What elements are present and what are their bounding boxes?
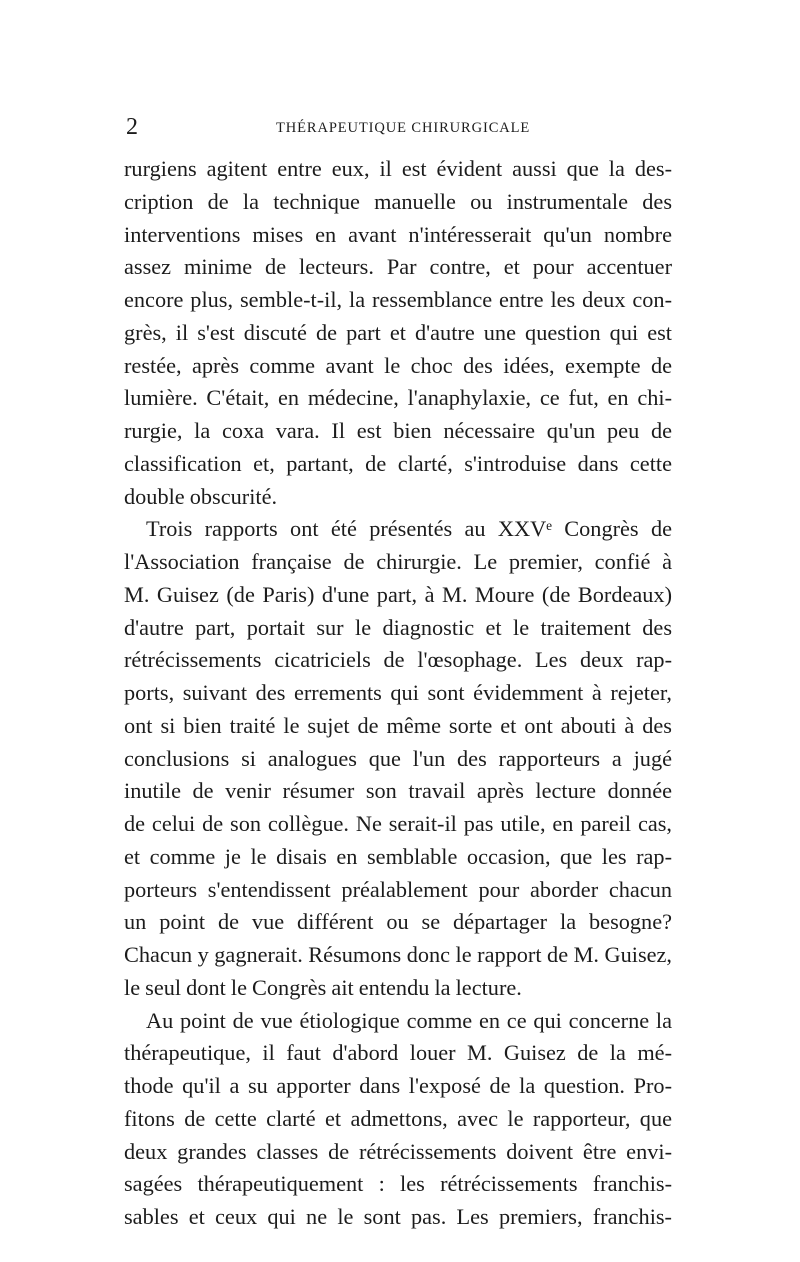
text-line: un point de vue différent ou se départager la besogne? [124, 909, 672, 935]
text-line: l'Association française de chirurgie. Le premier, confié à [124, 549, 672, 574]
text-line: classification et, partant, de clarté, s'introduise dans cette [124, 450, 672, 476]
text-line: deux grandes classes de rétrécissements doivent être envi- [124, 1138, 672, 1164]
text-line: ports, suivant des errements qui sont évidemment à rejeter, [124, 680, 672, 705]
text-line: thérapeutique, il faut d'abord louer M. Guisez de la mé- [124, 1040, 672, 1066]
text-line: thode qu'il a su apporter dans l'exposé de la question. Pro- [124, 1073, 672, 1098]
text-line: M. Guisez (de Paris) d'une part, à M. Moure (de Bordeaux) [124, 581, 672, 607]
text-line: Au point de vue étiologique comme en ce qui concerne la [146, 1007, 672, 1033]
text-line: lumière. C'était, en médecine, l'anaphylaxie, ce fut, en chi- [124, 385, 672, 411]
text-line: assez minime de lecteurs. Par contre, et pour accentuer [124, 254, 672, 280]
text-line: rurgie, la coxa vara. Il est bien nécessaire qu'un peu de [124, 418, 672, 443]
running-head: THÉRAPEUTIQUE CHIRURGICALE [276, 120, 531, 136]
text-line: sables et ceux qui ne le sont pas. Les premiers, franchis- [124, 1204, 672, 1229]
text-line: de celui de son collègue. Ne serait-il pas utile, en pareil cas, [124, 811, 672, 836]
text-line: Chacun y gagnerait. Résumons donc le rapport de M. Guisez, [124, 942, 672, 967]
text-line: sagées thérapeutiquement : les rétrécissements franchis- [124, 1171, 672, 1197]
page-header [126, 112, 674, 142]
text-line: rurgiens agitent entre eux, il est évident aussi que la des- [124, 156, 672, 181]
text-line: cription de la technique manuelle ou instrumentale des [124, 188, 672, 214]
text-line: et comme je le disais en semblable occasion, que les rap- [124, 843, 672, 869]
text-line: porteurs s'entendissent préalablement pour aborder chacun [124, 876, 672, 902]
text-line: fitons de cette clarté et admettons, avec le rapporteur, que [124, 1105, 672, 1131]
text-line: le seul dont le Congrès ait entendu la lecture. [124, 974, 522, 1000]
page-number: 2 [126, 114, 138, 140]
text-line: ont si bien traité le sujet de même sorte et ont abouti à des [124, 712, 672, 738]
text-line: conclusions si analogues que l'un des rapporteurs a jugé [124, 745, 672, 771]
text-line: grès, il s'est discuté de part et d'autre une question qui est [124, 319, 672, 345]
text-line: interventions mises en avant n'intéresserait qu'un nombre [124, 221, 672, 247]
text-line: inutile de venir résumer son travail après lecture donnée [124, 778, 672, 804]
text-line: rétrécissements cicatriciels de l'œsophage. Les deux rap- [124, 647, 672, 673]
text-line: d'autre part, portait sur le diagnostic et le traitement des [124, 614, 672, 640]
body-text [124, 153, 672, 1234]
text-line: Trois rapports ont été présentés au XXVᵉ Congrès de [146, 516, 672, 542]
text-line: encore plus, semble-t-il, la ressemblance entre les deux con- [124, 287, 672, 312]
text-line: double obscurité. [124, 483, 278, 509]
text-line: restée, après comme avant le choc des idées, exempte de [124, 352, 672, 378]
